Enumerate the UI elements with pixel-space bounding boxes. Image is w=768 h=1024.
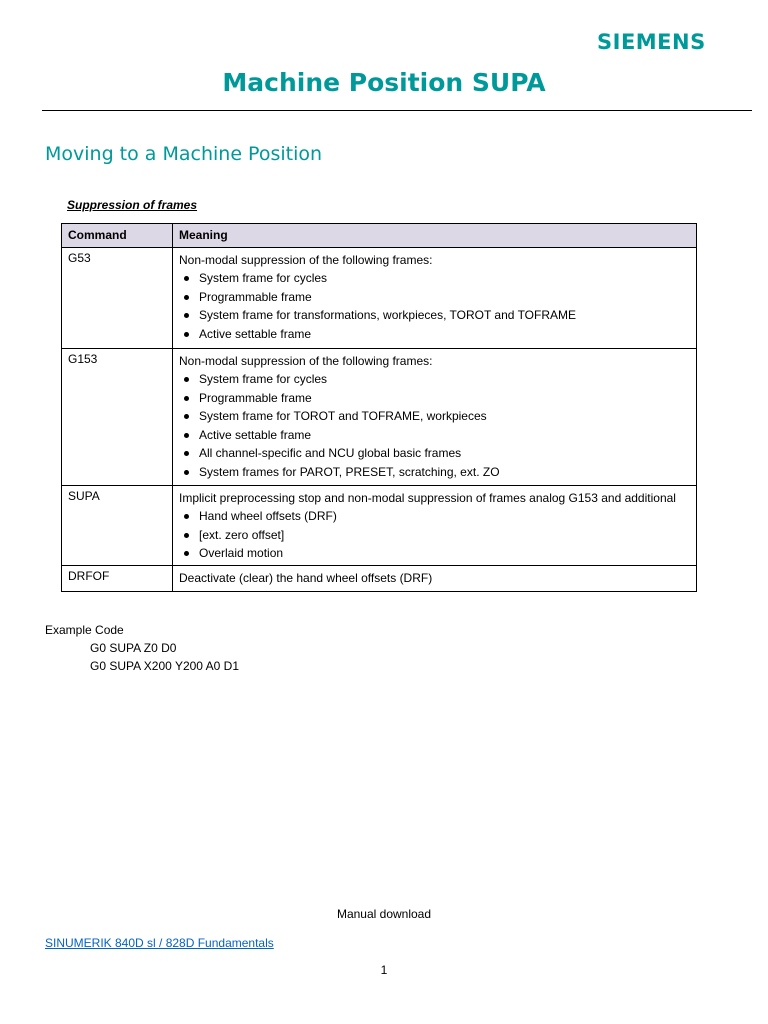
meaning-cell — [173, 248, 697, 349]
code-line: G0 SUPA Z0 D0 — [90, 641, 177, 655]
list-item: System frame for cycles — [199, 370, 690, 389]
list-item: System frame for transformations, workpieces, TOROT and TOFRAME — [199, 306, 690, 325]
list-item: Programmable frame — [199, 288, 690, 307]
table-row — [62, 248, 697, 349]
page-number: 1 — [380, 963, 388, 977]
section-heading: Moving to a Machine Position — [45, 143, 323, 165]
example-label: Example Code — [45, 623, 124, 637]
list-item: System frame for cycles — [199, 269, 690, 288]
table-row — [62, 349, 697, 486]
example-code-block — [45, 621, 239, 675]
meaning-cell — [173, 565, 697, 591]
command-cell: DRFOF — [62, 565, 173, 591]
list-item: Programmable frame — [199, 389, 690, 408]
title-divider — [42, 110, 752, 111]
meaning-cell — [173, 486, 697, 566]
list-item: Active settable frame — [199, 426, 690, 445]
command-cell: G53 — [62, 248, 173, 349]
meaning-cell — [173, 349, 697, 486]
suppression-table — [61, 223, 697, 592]
list-item: All channel-specific and NCU global basic frames — [199, 444, 690, 463]
page-title: Machine Position SUPA — [222, 68, 546, 97]
table-row — [62, 565, 697, 591]
column-header-command: Command — [62, 224, 173, 248]
column-header-meaning: Meaning — [173, 224, 697, 248]
manual-download-link[interactable]: SINUMERIK 840D sl / 828D Fundamentals — [45, 936, 274, 950]
meaning-intro: Non-modal suppression of the following frames: — [179, 354, 433, 368]
list-item: System frames for PAROT, PRESET, scratching, ext. ZO — [199, 463, 690, 482]
list-item: Overlaid motion — [199, 544, 690, 563]
footer-note: Manual download — [336, 907, 432, 921]
meaning-intro: Deactivate (clear) the hand wheel offsets (DRF) — [179, 570, 433, 585]
meaning-intro: Non-modal suppression of the following frames: — [179, 253, 433, 267]
frame-list — [179, 370, 690, 481]
command-cell: SUPA — [62, 486, 173, 566]
frame-list — [179, 269, 690, 343]
table-row — [62, 486, 697, 566]
frame-list — [179, 507, 690, 563]
code-line: G0 SUPA X200 Y200 A0 D1 — [90, 659, 239, 673]
table-caption: Suppression of frames — [67, 198, 198, 212]
list-item: System frame for TOROT and TOFRAME, workpieces — [199, 407, 690, 426]
command-cell: G153 — [62, 349, 173, 486]
list-item: Hand wheel offsets (DRF) — [199, 507, 690, 526]
table-header-row — [62, 224, 697, 248]
meaning-intro: Implicit preprocessing stop and non-modal suppression of frames analog G153 and additional — [179, 491, 676, 505]
siemens-logo: SIEMENS — [597, 30, 706, 54]
list-item: [ext. zero offset] — [199, 526, 690, 545]
list-item: Active settable frame — [199, 325, 690, 344]
